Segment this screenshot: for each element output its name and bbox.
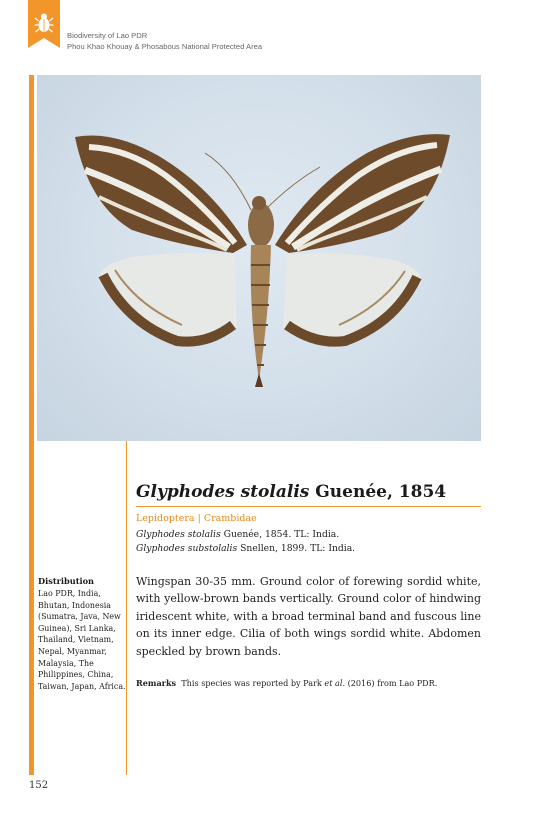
- synonym-line: [136, 543, 355, 554]
- synonym-citation: Guenée, 1854. TL: India.: [223, 529, 340, 540]
- synonym-line: [136, 529, 339, 540]
- remarks-text-post: . (2016) from Lao PDR.: [342, 678, 438, 688]
- synonym-name: Glyphodes substolalis: [136, 543, 238, 554]
- column-divider: [126, 441, 127, 775]
- specimen-photo: [37, 75, 481, 441]
- distribution-text: Lao PDR, India, Bhutan, Indonesia (Sumatra, Java, New Guinea), Sri Lanka, Thailand, Vietnam, Nepal, Myanmar, Malaysia, The Philippines, China, Taiwan, Japan, Africa.: [38, 589, 126, 691]
- species-description: Wingspan 30-35 mm. Ground color of forewing sordid white, with yellow-brown bands vertically. Ground color of hindwing iridescent white, with a broad terminal band and fuscous line on its inner edge. Cilia of both wings sordid white. Abdomen speckled by brown bands.: [136, 575, 481, 658]
- scientific-name: Glyphodes stolalis: [136, 482, 310, 502]
- species-author: Guenée, 1854: [315, 482, 447, 502]
- moth-illustration: [37, 75, 481, 441]
- page-number: 152: [29, 780, 49, 791]
- accent-bar: [29, 75, 34, 775]
- taxonomy-line: Lepidoptera | Crambidae: [136, 513, 257, 524]
- header-badge: [28, 0, 60, 48]
- synonym-name: Glyphodes stolalis: [136, 529, 221, 540]
- running-header: [67, 31, 262, 52]
- header-line-2: Phou Khao Khouay & Phosabous National Protected Area: [67, 41, 263, 51]
- header-line-1: Biodiversity of Lao PDR: [67, 31, 148, 40]
- remarks: [136, 678, 481, 688]
- remarks-label: Remarks: [136, 678, 177, 688]
- synonym-citation: Snellen, 1899. TL: India.: [240, 543, 356, 554]
- remarks-etal: et al: [324, 678, 343, 688]
- distribution-heading: Distribution: [38, 576, 95, 586]
- species-title: [136, 481, 446, 503]
- title-rule: [136, 506, 481, 507]
- remarks-text-pre: This species was reported by Park: [181, 678, 325, 688]
